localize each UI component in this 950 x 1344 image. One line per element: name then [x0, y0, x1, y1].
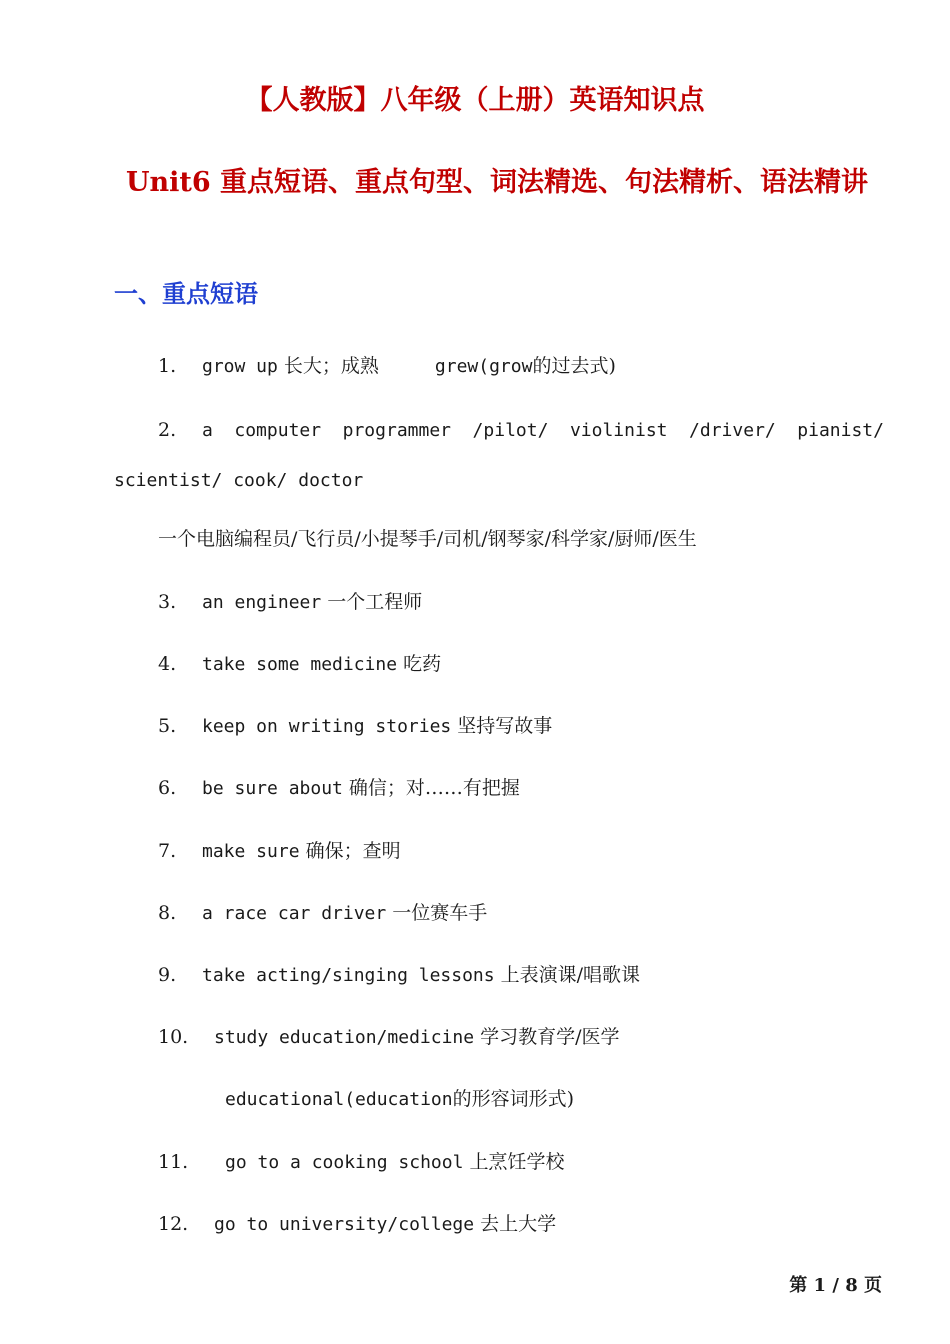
phrase-item-2	[114, 405, 884, 506]
phrase-item-3	[158, 593, 422, 612]
phrase-number: 11.	[158, 1151, 189, 1173]
phrase-english: keep on writing stories	[202, 716, 452, 737]
phrase-number: 1.	[158, 355, 177, 377]
phrase-english: go to university/college	[214, 1214, 475, 1235]
phrase-chinese: 长大；成熟	[277, 355, 379, 377]
phrase-item-12	[158, 1215, 556, 1234]
phrase-number: 12.	[158, 1213, 189, 1235]
page-number-separator: /	[832, 1275, 839, 1296]
page-number-current: 1	[813, 1275, 827, 1296]
phrase-english: make sure	[202, 841, 300, 862]
phrase-item-9	[158, 966, 640, 985]
phrase-chinese: 上表演课/唱歌课	[494, 964, 641, 986]
page-number-total: 8	[845, 1275, 858, 1296]
phrase-note-english: educational(education	[225, 1089, 453, 1110]
phrase-number: 5.	[158, 715, 177, 737]
phrase-item-1	[158, 357, 616, 376]
phrase-english: an engineer	[202, 592, 322, 613]
phrase-chinese: 一个工程师	[321, 591, 423, 613]
phrase-number: 7.	[158, 840, 177, 862]
phrase-number: 3.	[158, 591, 177, 613]
phrase-english: a race car driver	[202, 903, 387, 924]
phrase-item-10-note	[225, 1090, 574, 1109]
phrase-chinese: 去上大学	[474, 1213, 557, 1235]
phrase-english: grow up	[202, 356, 278, 377]
phrase-chinese: 确信；对……有把握	[342, 777, 520, 799]
phrase-number: 8.	[158, 902, 177, 924]
phrase-number: 9.	[158, 964, 177, 986]
phrase-chinese: 一个电脑编程员/飞行员/小提琴手/司机/钢琴家/科学家/厨师/医生	[158, 528, 697, 550]
phrase-english: go to a cooking school	[225, 1152, 464, 1173]
phrase-item-10	[158, 1028, 620, 1047]
phrase-english: be sure about	[202, 778, 343, 799]
phrase-number: 6.	[158, 777, 177, 799]
phrase-item-6	[158, 779, 520, 798]
phrase-item-7	[158, 842, 401, 861]
phrase-item-5	[158, 717, 552, 736]
phrase-english: take some medicine	[202, 654, 398, 675]
phrase-chinese: 确保；查明	[299, 840, 401, 862]
phrase-number: 4.	[158, 653, 177, 675]
document-subtitle: Unit6 重点短语、重点句型、词法精选、句法精析、语法精讲	[125, 167, 869, 198]
phrase-item-8	[158, 904, 487, 923]
phrase-number: 2.	[158, 419, 177, 441]
phrase-english: study education/medicine	[214, 1027, 475, 1048]
page-number	[789, 1277, 882, 1295]
phrase-note-chinese: 的过去式)	[532, 355, 616, 377]
phrase-number: 10.	[158, 1026, 189, 1048]
phrase-chinese: 吃药	[397, 653, 442, 675]
phrase-item-4	[158, 655, 441, 674]
phrase-chinese: 学习教育学/医学	[474, 1026, 620, 1048]
phrase-note-chinese: 的形容词形式)	[452, 1088, 574, 1110]
phrase-note-english: grew(grow	[434, 356, 533, 377]
document-title: 【人教版】八年级（上册）英语知识点	[245, 85, 705, 116]
page-number-suffix: 页	[864, 1275, 882, 1296]
phrase-english: a computer programmer /pilot/ violinist /driver/ pianist/ scientist/ cook/ doctor	[114, 420, 884, 491]
phrase-chinese: 上烹饪学校	[463, 1151, 565, 1173]
phrase-item-11	[158, 1153, 564, 1172]
phrase-chinese: 坚持写故事	[451, 715, 553, 737]
section-heading-key-phrases: 一、重点短语	[114, 279, 258, 308]
phrase-item-2-translation	[158, 530, 697, 549]
page-number-prefix: 第	[789, 1275, 808, 1296]
phrase-chinese: 一位赛车手	[386, 902, 488, 924]
phrase-english: take acting/singing lessons	[202, 965, 495, 986]
